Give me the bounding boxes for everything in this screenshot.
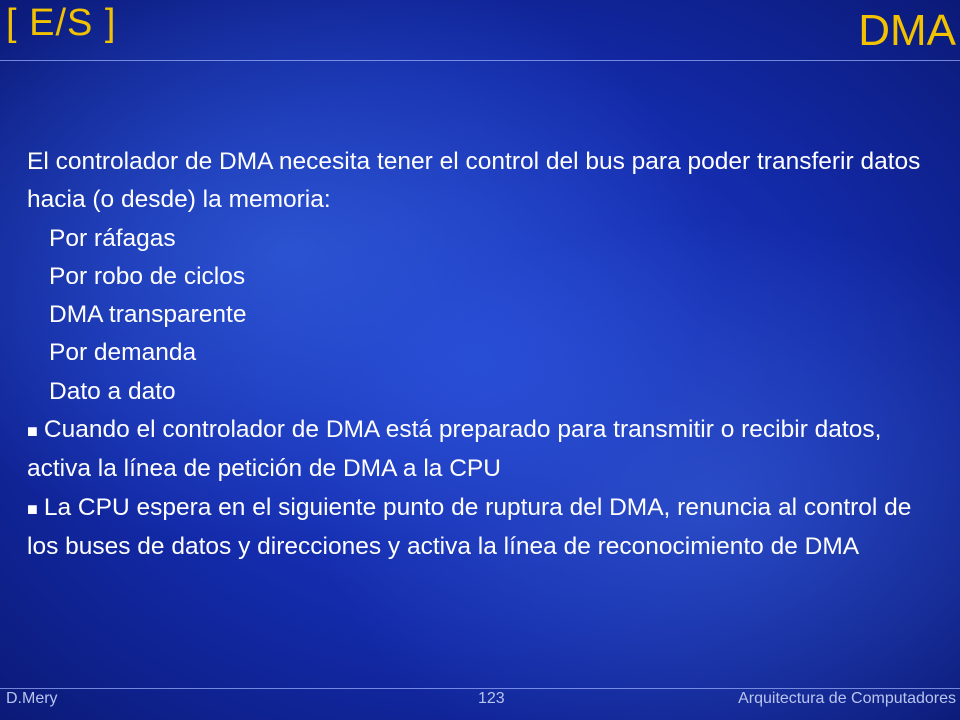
mode-label: Dato a dato — [49, 377, 176, 405]
slide-title: DMA — [858, 6, 956, 55]
missing-glyph-icon — [27, 296, 49, 334]
footer-page-number: 123 — [478, 690, 505, 707]
slide-content — [27, 143, 937, 566]
bullet-text: Cuando el controlador de DMA está preparado para transmitir o recibir datos, activa la línea de petición de DMA a la CPU — [27, 416, 882, 483]
mode-list-item — [27, 258, 937, 296]
square-bullet-icon: ■ — [27, 498, 38, 519]
bullet-text: La CPU espera en el siguiente punto de ruptura del DMA, renuncia al control de los buses de datos y direcciones y activa la línea de reconocimiento de DMA — [27, 493, 912, 560]
footer-course: Arquitectura de Computadores — [738, 690, 956, 707]
section-label: [ E/S ] — [6, 2, 117, 44]
bullet-paragraph — [27, 489, 937, 567]
square-bullet-icon: ■ — [27, 421, 38, 442]
missing-glyph-icon — [27, 334, 49, 372]
bullet-paragraph — [27, 411, 937, 489]
missing-glyph-icon — [27, 258, 49, 296]
mode-list-item — [27, 334, 937, 372]
mode-list-item — [27, 373, 937, 411]
mode-list-item — [27, 220, 937, 258]
mode-label: Por ráfagas — [49, 224, 176, 252]
mode-label: DMA transparente — [49, 301, 247, 329]
header-divider — [0, 60, 960, 61]
missing-glyph-icon — [27, 220, 49, 258]
missing-glyph-icon — [27, 373, 49, 411]
intro-paragraph: El controlador de DMA necesita tener el control del bus para poder transferir datos hacia (o desde) la memoria: — [27, 148, 921, 214]
mode-list-item — [27, 296, 937, 334]
footer-author: D.Mery — [6, 690, 58, 707]
mode-label: Por robo de ciclos — [49, 262, 246, 290]
footer-divider — [0, 688, 960, 689]
mode-label: Por demanda — [49, 339, 197, 367]
